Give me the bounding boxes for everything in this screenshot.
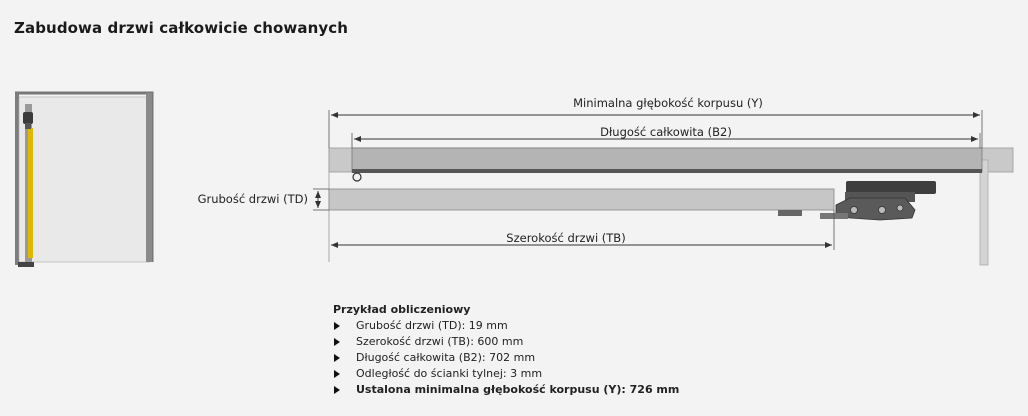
- label-min-depth: Minimalna głębokość korpusu (Y): [573, 96, 763, 110]
- example-list: [333, 318, 679, 398]
- triangle-bullet-icon: [334, 338, 340, 346]
- label-total-length: Długość całkowita (B2): [600, 125, 732, 139]
- example-heading: Przykład obliczeniowy: [333, 303, 471, 316]
- triangle-bullet-icon: [334, 370, 340, 378]
- triangle-bullet-icon: [334, 386, 340, 394]
- triangle-bullet-icon: [334, 354, 340, 362]
- label-door-thickness: Grubość drzwi (TD): [197, 192, 308, 206]
- page-title: Zabudowa drzwi całkowicie chowanych: [14, 19, 349, 37]
- triangle-bullet-icon: [334, 322, 340, 330]
- door-edge-highlight: [28, 128, 33, 258]
- pocket-rail: [352, 148, 982, 181]
- dimension-total-length: [352, 125, 980, 148]
- list-item: Szerokość drzwi (TB): 600 mm: [333, 334, 679, 350]
- list-item: Długość całkowita (B2): 702 mm: [333, 350, 679, 366]
- list-item: Grubość drzwi (TD): 19 mm: [333, 318, 679, 334]
- calculation-example: [333, 302, 679, 398]
- label-door-width: Szerokość drzwi (TB): [506, 231, 626, 245]
- cabinet-side-view: [15, 93, 152, 267]
- door-panel: [329, 189, 834, 210]
- dimension-door-width: [331, 210, 834, 250]
- list-item: Odległość do ścianki tylnej: 3 mm: [333, 366, 679, 382]
- dimension-door-thickness: [198, 189, 329, 210]
- dimension-min-depth: [329, 96, 982, 148]
- rail-roller: [353, 173, 361, 181]
- list-item-result: Ustalona minimalna głębokość korpusu (Y): 726 mm: [333, 382, 679, 398]
